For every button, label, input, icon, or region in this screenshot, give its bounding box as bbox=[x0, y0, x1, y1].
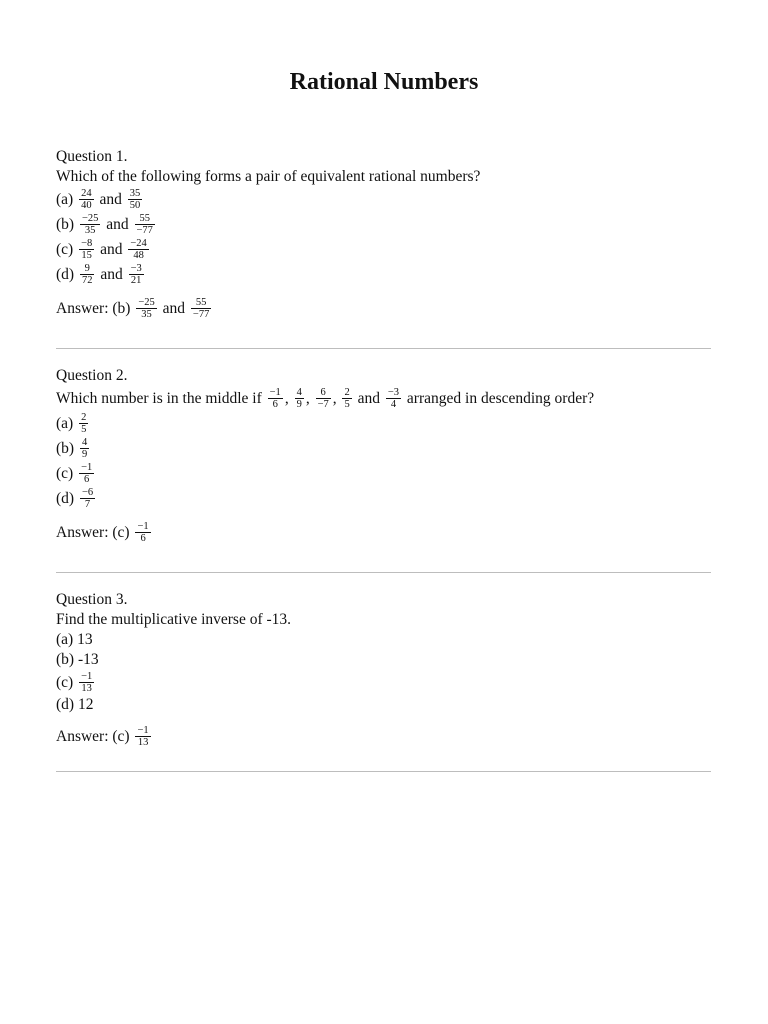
numerator: 2 bbox=[81, 411, 87, 423]
denominator: 7 bbox=[80, 498, 95, 510]
denominator: −77 bbox=[136, 224, 153, 236]
inline-text: and bbox=[99, 191, 122, 208]
fraction bbox=[135, 725, 150, 748]
numerator: 9 bbox=[84, 262, 90, 274]
denominator: 35 bbox=[80, 224, 100, 236]
fraction bbox=[79, 412, 88, 435]
numerator: −25 bbox=[81, 212, 99, 224]
numerator: −24 bbox=[130, 237, 147, 249]
inline-text: (d) bbox=[56, 696, 75, 713]
fraction bbox=[135, 521, 150, 544]
divider bbox=[56, 348, 711, 349]
denominator: 13 bbox=[79, 682, 94, 694]
inline-text: (b) bbox=[56, 651, 75, 668]
question-2 bbox=[56, 366, 711, 545]
inline-text: (c) bbox=[56, 674, 74, 691]
fraction bbox=[386, 387, 401, 410]
inline-text: and bbox=[100, 266, 123, 283]
option-a bbox=[56, 630, 711, 650]
inline-text: , bbox=[284, 390, 289, 407]
question-text: Find the multiplicative inverse of -13. bbox=[56, 611, 292, 628]
divider bbox=[56, 771, 711, 772]
inline-text: arranged in descending order? bbox=[406, 390, 595, 407]
fraction bbox=[80, 437, 89, 460]
option-b bbox=[56, 650, 711, 670]
inline-text: Answer: (c) bbox=[56, 728, 130, 745]
inline-text: (a) bbox=[56, 415, 74, 432]
inline-text: and bbox=[162, 300, 186, 317]
denominator: 21 bbox=[129, 274, 144, 286]
fraction bbox=[136, 297, 156, 320]
fraction bbox=[79, 671, 94, 694]
inline-text: , bbox=[332, 390, 337, 407]
option-c bbox=[56, 461, 711, 486]
denominator: 6 bbox=[135, 532, 150, 544]
numerator: −1 bbox=[269, 386, 281, 398]
numerator: 2 bbox=[344, 386, 350, 398]
inline-text: 13 bbox=[77, 631, 93, 648]
numerator: −3 bbox=[387, 386, 400, 398]
option-b bbox=[56, 212, 711, 237]
denominator: 9 bbox=[81, 448, 88, 460]
question-label: Question 1. bbox=[56, 148, 128, 165]
numerator: 55 bbox=[139, 212, 150, 224]
numerator: 4 bbox=[296, 386, 302, 398]
denominator: 13 bbox=[135, 736, 150, 748]
inline-text: (c) bbox=[56, 241, 74, 258]
question-text: Which of the following forms a pair of equivalent rational numbers? bbox=[56, 168, 481, 185]
denominator: 9 bbox=[296, 398, 302, 410]
answer bbox=[56, 296, 711, 321]
numerator: 24 bbox=[81, 187, 92, 199]
option-d bbox=[56, 262, 711, 287]
fraction bbox=[295, 387, 304, 410]
option-c bbox=[56, 670, 711, 695]
denominator: 35 bbox=[136, 308, 156, 320]
fraction bbox=[79, 238, 94, 261]
option-c bbox=[56, 237, 711, 262]
numerator: 55 bbox=[195, 296, 207, 308]
numerator: 6 bbox=[320, 386, 326, 398]
fraction bbox=[135, 213, 155, 236]
inline-text: (b) bbox=[56, 216, 75, 233]
fraction bbox=[80, 213, 100, 236]
denominator: 48 bbox=[128, 249, 148, 261]
denominator: 72 bbox=[81, 274, 93, 286]
inline-text: Answer: (b) bbox=[56, 300, 131, 317]
divider bbox=[56, 572, 711, 573]
question-label: Question 3. bbox=[56, 591, 128, 608]
question-1 bbox=[56, 147, 711, 321]
denominator: 5 bbox=[81, 423, 87, 435]
numerator: −6 bbox=[81, 486, 94, 498]
denominator: −77 bbox=[192, 308, 210, 320]
inline-text: -13 bbox=[77, 651, 99, 668]
fraction bbox=[80, 263, 95, 286]
inline-text: (a) bbox=[56, 191, 74, 208]
fraction bbox=[128, 188, 143, 211]
inline-text: (c) bbox=[56, 465, 74, 482]
inline-text: Answer: (c) bbox=[56, 524, 130, 541]
inline-text: , bbox=[305, 390, 310, 407]
page-title: Rational Numbers bbox=[289, 69, 479, 95]
numerator: −1 bbox=[81, 670, 93, 682]
question-text bbox=[56, 386, 711, 411]
inline-text: (d) bbox=[56, 266, 75, 283]
inline-text: 12 bbox=[77, 696, 94, 713]
inline-text: and bbox=[100, 241, 123, 258]
numerator: −1 bbox=[81, 461, 93, 473]
fraction bbox=[80, 487, 95, 510]
inline-text: and bbox=[357, 390, 380, 407]
denominator: 50 bbox=[129, 199, 141, 211]
option-b bbox=[56, 436, 711, 461]
option-d bbox=[56, 695, 711, 715]
numerator: −1 bbox=[137, 724, 149, 736]
question-label: Question 2. bbox=[56, 367, 128, 384]
denominator: 6 bbox=[268, 398, 283, 410]
denominator: 5 bbox=[344, 398, 350, 410]
numerator: 4 bbox=[81, 436, 88, 448]
numerator: −1 bbox=[137, 520, 149, 532]
denominator: 6 bbox=[79, 473, 94, 485]
option-d bbox=[56, 486, 711, 511]
fraction bbox=[268, 387, 283, 410]
denominator: −7 bbox=[317, 398, 329, 410]
question-3 bbox=[56, 590, 711, 749]
numerator: 35 bbox=[129, 187, 141, 199]
numerator: −25 bbox=[138, 296, 155, 308]
fraction bbox=[129, 263, 144, 286]
denominator: 4 bbox=[386, 398, 401, 410]
fraction bbox=[316, 387, 331, 410]
inline-text: and bbox=[106, 216, 129, 233]
answer bbox=[56, 724, 711, 749]
denominator: 15 bbox=[79, 249, 94, 261]
inline-text: (a) bbox=[56, 631, 74, 648]
option-a bbox=[56, 411, 711, 436]
numerator: −8 bbox=[81, 237, 93, 249]
inline-text: (d) bbox=[56, 490, 75, 507]
fraction bbox=[342, 387, 351, 410]
inline-text: Which number is in the middle if bbox=[56, 390, 262, 407]
fraction bbox=[128, 238, 148, 261]
inline-text: (b) bbox=[56, 440, 75, 457]
numerator: −3 bbox=[130, 262, 142, 274]
answer bbox=[56, 520, 711, 545]
option-a bbox=[56, 187, 711, 212]
fraction bbox=[79, 188, 94, 211]
fraction bbox=[79, 462, 94, 485]
fraction bbox=[191, 297, 211, 320]
denominator: 40 bbox=[81, 199, 92, 211]
